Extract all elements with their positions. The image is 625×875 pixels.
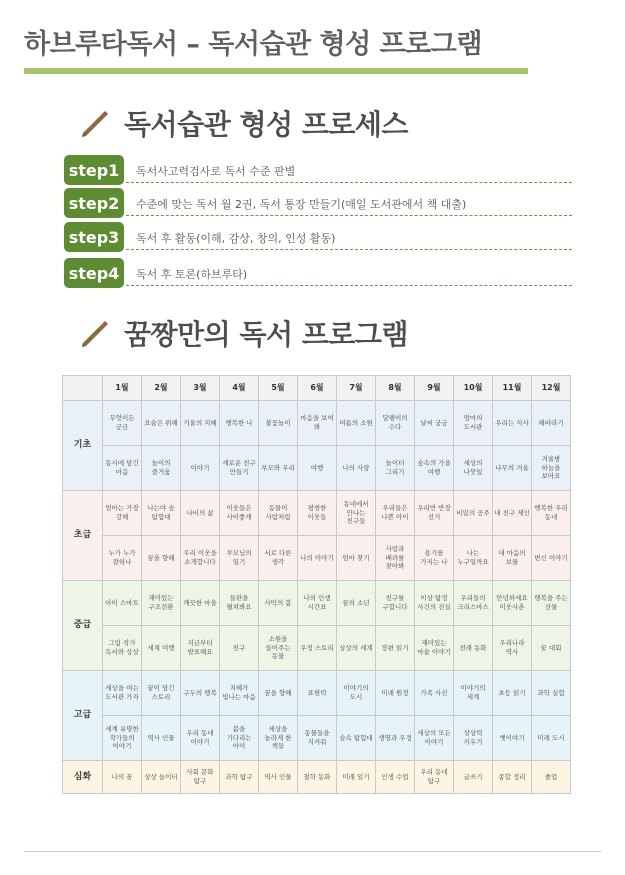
program-cell: 미래 도시 — [532, 716, 571, 761]
program-cell: 평범한 이웃들 — [298, 491, 337, 536]
program-cell: 나는야 숲 탐험대 — [142, 491, 181, 536]
program-cell: 그림 작가 독서와 상상 — [103, 626, 142, 671]
step-row-1 — [64, 155, 572, 185]
program-cell: 초등 읽기 — [493, 671, 532, 716]
program-cell: 생명과 우정 — [376, 716, 415, 761]
program-cell: 동물들을 지켜줘 — [298, 716, 337, 761]
program-cell: 불꽃놀이 — [259, 401, 298, 446]
program-cell: 이웃들은 사이좋게 — [220, 491, 259, 536]
program-cell: 동네에서 만나는 친구들 — [337, 491, 376, 536]
program-cell: 친구 — [220, 626, 259, 671]
program-cell: 이야기의 도시 — [337, 671, 376, 716]
program-cell: 표현력 — [298, 671, 337, 716]
pencil-icon — [78, 316, 112, 350]
program-cell: 우리반 반장 선거 — [415, 491, 454, 536]
program-cell: 우리들은 나쁜 아이 — [376, 491, 415, 536]
program-cell: 친구를 구합니다 — [376, 581, 415, 626]
program-cell: 세계 유명한 작가들의 이야기 — [103, 716, 142, 761]
program-cell: 졸업 — [532, 761, 571, 794]
month-header-row — [63, 376, 571, 401]
program-cell: 날씨 궁금 — [415, 401, 454, 446]
program-cell: 지혜가 빛나는 마음 — [220, 671, 259, 716]
program-cell: 나무의 겨울 — [493, 446, 532, 491]
program-cell: 안녕하세요 이웃사촌 — [493, 581, 532, 626]
program-cell: 아이 스마트 — [103, 581, 142, 626]
program-cell: 숲속 탐험대 — [337, 716, 376, 761]
program-cell: 동물이 사람처럼 — [259, 491, 298, 536]
program-cell: 놀이의 즐거움 — [142, 446, 181, 491]
program-cell: 달팽이의 수다 — [376, 401, 415, 446]
program-cell: 세계 여행 — [142, 626, 181, 671]
program-cell: 꿈이 담긴 스토리 — [142, 671, 181, 716]
program-row — [63, 716, 571, 761]
month-header: 1월 — [103, 376, 142, 401]
step-text: 독서 후 활동(이해, 감상, 창의, 인성 활동) — [136, 232, 336, 245]
program-cell: 행복을 주는 선물 — [532, 581, 571, 626]
program-cell: 꿈을 향해 — [259, 671, 298, 716]
program-cell: 엄마의 도서관 — [454, 401, 493, 446]
title-underline — [24, 68, 528, 74]
program-cell: 이상 탐정 사건의 진실 — [415, 581, 454, 626]
program-cell: 세상을 놀라게 한 책들 — [259, 716, 298, 761]
step-badge: step2 — [64, 188, 124, 218]
step-divider — [126, 285, 572, 286]
program-row — [63, 401, 571, 446]
level-label: 기초 — [63, 401, 103, 491]
program-heading: 꿈짱만의 독서 프로그램 — [124, 318, 408, 351]
program-cell: 세상을 여는 도서관 가자 — [103, 671, 142, 716]
step-row-4 — [64, 258, 572, 288]
program-cell: 상상력 키우기 — [454, 716, 493, 761]
step-divider — [126, 215, 572, 216]
program-cell: 미래 일기 — [337, 761, 376, 794]
program-cell: 사랑과 배려를 찾아봐 — [376, 536, 415, 581]
program-cell: 나의 인생 시간표 — [298, 581, 337, 626]
program-cell: 동시에 담긴 마음 — [103, 446, 142, 491]
program-row — [63, 671, 571, 716]
month-header: 12월 — [532, 376, 571, 401]
step-divider — [126, 182, 572, 183]
program-cell: 내 친구 제인 — [493, 491, 532, 536]
program-row — [63, 626, 571, 671]
step-badge: step3 — [64, 222, 124, 252]
program-cell: 사막의 봄 — [259, 581, 298, 626]
program-cell: 나는 누구일까요 — [454, 536, 493, 581]
page-title: 하브루타독서 – 독서습관 형성 프로그램 — [24, 29, 482, 60]
month-header: 4월 — [220, 376, 259, 401]
program-table — [62, 375, 571, 794]
month-header: 2월 — [142, 376, 181, 401]
level-label: 중급 — [63, 581, 103, 671]
program-cell: 서로 다른 생각 — [259, 536, 298, 581]
level-label: 초급 — [63, 491, 103, 581]
program-cell: 마음을 보여 봐 — [298, 401, 337, 446]
program-cell: 비밀의 공주 — [454, 491, 493, 536]
program-cell: 나의 이야기 — [298, 536, 337, 581]
program-cell: 상상의 세계 — [337, 626, 376, 671]
program-cell: 들판을 펼쳐봐요 — [220, 581, 259, 626]
program-cell: 재미있는 구조전환 — [142, 581, 181, 626]
program-cell: 숲속의 가을 여행 — [415, 446, 454, 491]
program-cell: 겨울밤 하늘을 보아요 — [532, 446, 571, 491]
program-cell: 나의 사랑 — [337, 446, 376, 491]
program-cell: 역사 인물 — [142, 716, 181, 761]
program-cell: 나의 꿈 — [103, 761, 142, 794]
program-cell: 소원을 들어주는 동물 — [259, 626, 298, 671]
program-cell: 미래 원정 — [376, 671, 415, 716]
program-cell: 깨끗한 마을 — [181, 581, 220, 626]
step-badge: step4 — [64, 258, 124, 288]
program-cell: 철학 동화 — [298, 761, 337, 794]
program-cell: 부모와 우리 — [259, 446, 298, 491]
program-cell: 꿈 대회 — [532, 626, 571, 671]
program-cell: 세상의 모든 이야기 — [415, 716, 454, 761]
month-header: 8월 — [376, 376, 415, 401]
step-divider — [126, 249, 572, 250]
step-row-2 — [64, 188, 572, 218]
month-header: 3월 — [181, 376, 220, 401]
header-corner — [63, 376, 103, 401]
program-cell: 우리 동네 탐구 — [415, 761, 454, 794]
month-header: 10월 — [454, 376, 493, 401]
program-cell: 전래 동화 — [454, 626, 493, 671]
step-text: 독서사고력검사로 독서 수준 판별 — [136, 165, 296, 178]
program-cell: 옛이야기 — [493, 716, 532, 761]
month-header: 7월 — [337, 376, 376, 401]
program-cell: 역사 인물 — [259, 761, 298, 794]
program-cell: 이야기의 세계 — [454, 671, 493, 716]
program-cell: 놀이터 그리기 — [376, 446, 415, 491]
program-cell: 새로운 친구 만들기 — [220, 446, 259, 491]
month-header: 11월 — [493, 376, 532, 401]
program-cell: 종합 정리 — [493, 761, 532, 794]
step-row-3 — [64, 222, 572, 252]
program-cell: 우리 이웃을 소개합니다 — [181, 536, 220, 581]
program-cell: 꿈의 소년 — [337, 581, 376, 626]
month-header: 9월 — [415, 376, 454, 401]
month-header: 6월 — [298, 376, 337, 401]
program-cell: 재미있는 마술 이야기 — [415, 626, 454, 671]
program-cell: 엄마는 가장 강해 — [103, 491, 142, 536]
program-cell: 장편 읽기 — [376, 626, 415, 671]
program-cell: 상상 놀이터 — [142, 761, 181, 794]
program-section-header — [78, 313, 408, 353]
month-header: 5월 — [259, 376, 298, 401]
program-cell: 용기를 가지는 나 — [415, 536, 454, 581]
program-cell: 요술은 위해 — [142, 401, 181, 446]
step-badge: step1 — [64, 155, 124, 185]
pencil-icon — [78, 106, 112, 140]
program-cell: 지금부터 발표해요 — [181, 626, 220, 671]
process-section-header — [78, 103, 408, 143]
program-cell: 변신 이야기 — [532, 536, 571, 581]
program-cell: 행복한 나 — [220, 401, 259, 446]
program-cell: 사회 문화 탐구 — [181, 761, 220, 794]
program-cell: 우리는 식사 — [493, 401, 532, 446]
program-cell: 글쓰기 — [454, 761, 493, 794]
program-cell: 누가 누가 잘하나 — [103, 536, 142, 581]
program-cell: 과학 실험 — [532, 671, 571, 716]
program-cell: 우리 동네 이야기 — [181, 716, 220, 761]
program-cell: 여행 — [298, 446, 337, 491]
program-cell: 인생 수업 — [376, 761, 415, 794]
program-cell: 무엇이든 궁금 — [103, 401, 142, 446]
step-text: 독서 후 토론(하브루타) — [136, 268, 248, 281]
footer-divider — [24, 851, 601, 852]
program-cell: 거울의 지혜 — [181, 401, 220, 446]
program-cell: 과학 탐구 — [220, 761, 259, 794]
program-row — [63, 761, 571, 794]
program-cell: 우정 스토리 — [298, 626, 337, 671]
program-row — [63, 536, 571, 581]
program-cell: 엄마 찾기 — [337, 536, 376, 581]
program-cell: 우리나라 역사 — [493, 626, 532, 671]
program-cell: 꿈을 향해 — [142, 536, 181, 581]
program-cell: 봄을 기다리는 아이 — [220, 716, 259, 761]
program-cell: 가족 사진 — [415, 671, 454, 716]
program-cell: 여름의 소원 — [337, 401, 376, 446]
program-row — [63, 491, 571, 536]
program-cell: 나비의 삶 — [181, 491, 220, 536]
process-heading: 독서습관 형성 프로세스 — [124, 108, 408, 141]
level-label: 심화 — [63, 761, 103, 794]
program-cell: 세상의 나뭇잎 — [454, 446, 493, 491]
program-cell: 행복한 우리 동네 — [532, 491, 571, 536]
step-text: 수준에 맞는 독서 월 2권, 독서 통장 만들기(매일 도서관에서 책 대출) — [136, 198, 467, 211]
program-row — [63, 446, 571, 491]
program-cell: 우리들의 크리스마스 — [454, 581, 493, 626]
program-cell: 내 마음의 보물 — [493, 536, 532, 581]
program-cell: 구두의 행복 — [181, 671, 220, 716]
program-cell: 부모님의 일기 — [220, 536, 259, 581]
program-row — [63, 581, 571, 626]
level-label: 고급 — [63, 671, 103, 761]
program-cell: 이야기 — [181, 446, 220, 491]
program-cell: 해바라기 — [532, 401, 571, 446]
